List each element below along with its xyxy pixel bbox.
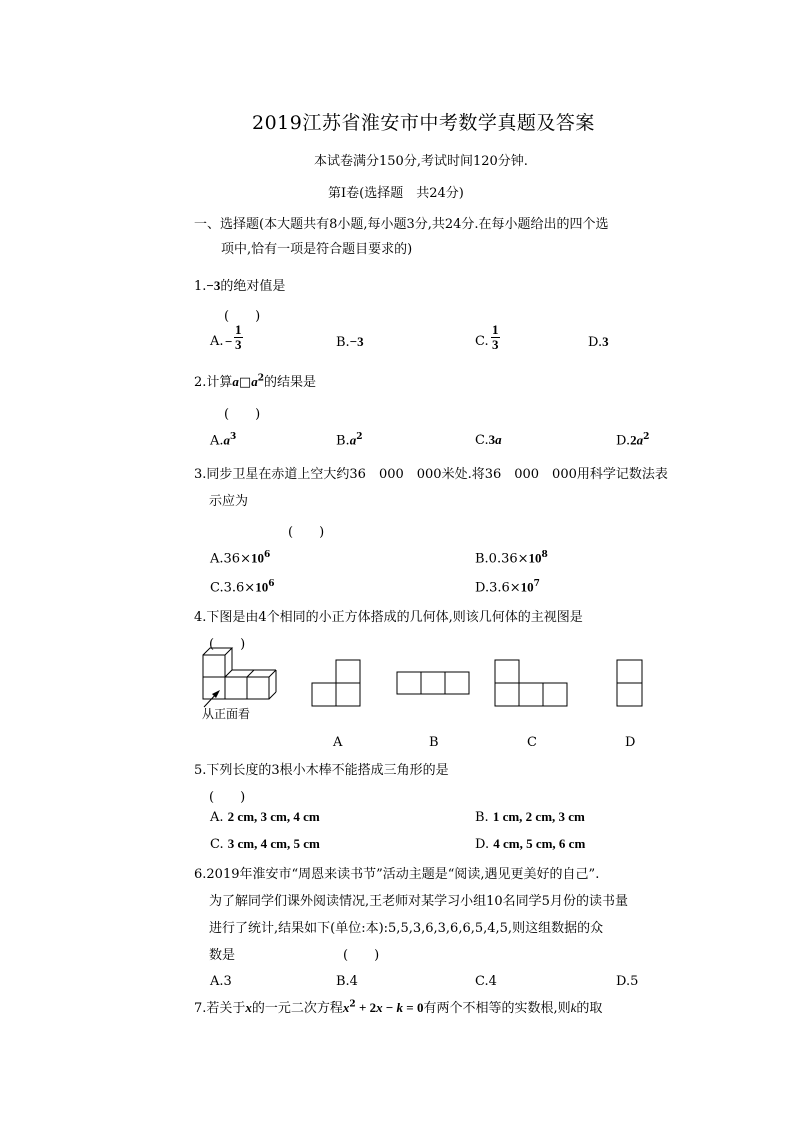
q5-option-c: C. 3 cm, 4 cm, 5 cm <box>210 836 320 852</box>
q4-option-a-label: A <box>333 735 343 750</box>
q5-answer-paren: ( ) <box>209 790 246 805</box>
q2-option-a: $A.a^3$ <box>210 432 237 449</box>
q1-number: 1. <box>194 279 207 294</box>
q4-option-d-label: D <box>625 735 636 750</box>
q6-answer-paren: ( ) <box>343 948 380 963</box>
q3-option-c: $C.3.6\times 10^6$ <box>210 579 275 596</box>
q4-option-a-figure <box>311 659 363 707</box>
section-heading-line2: 项中,恰有一项是符合题目要求的) <box>221 242 413 257</box>
q4-answer-paren: ( ) <box>209 637 246 652</box>
q2-option-d: $D.2a^2$ <box>616 432 650 449</box>
q4-option-c-label: C <box>527 735 537 750</box>
q3-answer-paren: ( ) <box>288 525 325 540</box>
q1-a-numerator: 1 <box>235 322 242 337</box>
question-5-stem: 5.下列长度的3根小木棒不能搭成三角形的是 <box>194 763 449 778</box>
question-6-stem-line4: 数是 <box>209 948 236 963</box>
question-6-stem-line2: 为了解同学们课外阅读情况,王老师对某学习小组10名同学5月份的读书量 <box>209 894 628 909</box>
question-1-stem <box>194 275 285 294</box>
question-6-stem-line3: 进行了统计,结果如下(单位:本):5,5,3,6,3,6,6,5,4,5,则这组数据的众 <box>209 921 604 936</box>
q4-option-d-figure <box>616 659 644 707</box>
q5-option-d: D. 4 cm, 5 cm, 6 cm <box>475 836 586 852</box>
q4-option-b-label: B <box>429 735 439 750</box>
q6-option-b: B.4 <box>336 974 358 989</box>
q6-option-d: D.5 <box>616 974 639 989</box>
q1-option-a-label: A. <box>210 334 224 349</box>
q1-option-d: D.3 <box>588 334 609 350</box>
q1-option-a-fraction <box>234 323 243 352</box>
q1-c-denominator: 3 <box>492 337 499 352</box>
q2-option-b: $B.a^2$ <box>336 432 363 449</box>
q5-option-b: B. 1 cm, 2 cm, 3 cm <box>475 809 585 825</box>
question-6-stem-line1: 6.2019年淮安市“周恩来读书节”活动主题是“阅读,遇见更美好的自己”. <box>194 867 600 882</box>
question-3-stem-line1: 3.同步卫星在赤道上空大约36 000 000米处.将36 000 000用科学记数法表 <box>194 467 668 482</box>
question-7-stem: 7.若关于x的一元二次方程$x^2 + 2x - k = 0$有两个不相等的实数根,则k的取 <box>194 999 603 1016</box>
q1-a-denominator: 3 <box>235 337 242 352</box>
q5-option-a: A. 2 cm, 3 cm, 4 cm <box>210 809 320 825</box>
q1-answer-paren: ( ) <box>224 309 261 324</box>
q4-option-b-figure <box>396 671 472 696</box>
q3-option-d: $D.3.6\times 10^7$ <box>475 579 540 596</box>
q2-answer-paren: ( ) <box>224 407 261 422</box>
q4-front-view-label: 从正面看 <box>202 707 251 721</box>
section-heading-line1: 一、选择题(本大题共有8小题,每小题3分,共24分.在每小题给出的四个选 <box>194 217 609 232</box>
part-heading: 第Ⅰ卷(选择题 共24分) <box>328 186 464 201</box>
q4-option-c-figure <box>494 659 572 707</box>
exam-info: 本试卷满分150分,考试时间120分钟. <box>314 154 528 169</box>
q3-option-a: $A.36\times 10^6$ <box>210 550 271 567</box>
q1-option-c-label: C. <box>475 334 489 349</box>
q1-option-c-fraction <box>491 323 500 352</box>
q1-option-b: B.−3 <box>336 334 364 350</box>
page-title: 2019江苏省淮安市中考数学真题及答案 <box>252 112 595 134</box>
q1-c-numerator: 1 <box>492 322 499 337</box>
q6-option-c: C.4 <box>475 974 497 989</box>
q2-option-c: C.3a <box>475 432 502 448</box>
q1-math: −3 <box>206 278 221 293</box>
question-3-stem-line2: 示应为 <box>209 494 249 509</box>
question-4-stem: 4.下图是由4个相同的小正方体搭成的几何体,则该几何体的主视图是 <box>194 610 583 625</box>
q1-text: 的绝对值是 <box>220 279 286 294</box>
question-2-stem: 2.计算$a□a^2$的结果是 <box>194 373 316 390</box>
q1-option-a-sign: − <box>225 334 233 349</box>
q6-option-a: A.3 <box>210 974 232 989</box>
q3-option-b: $B.0.36\times 10^8$ <box>475 550 548 567</box>
